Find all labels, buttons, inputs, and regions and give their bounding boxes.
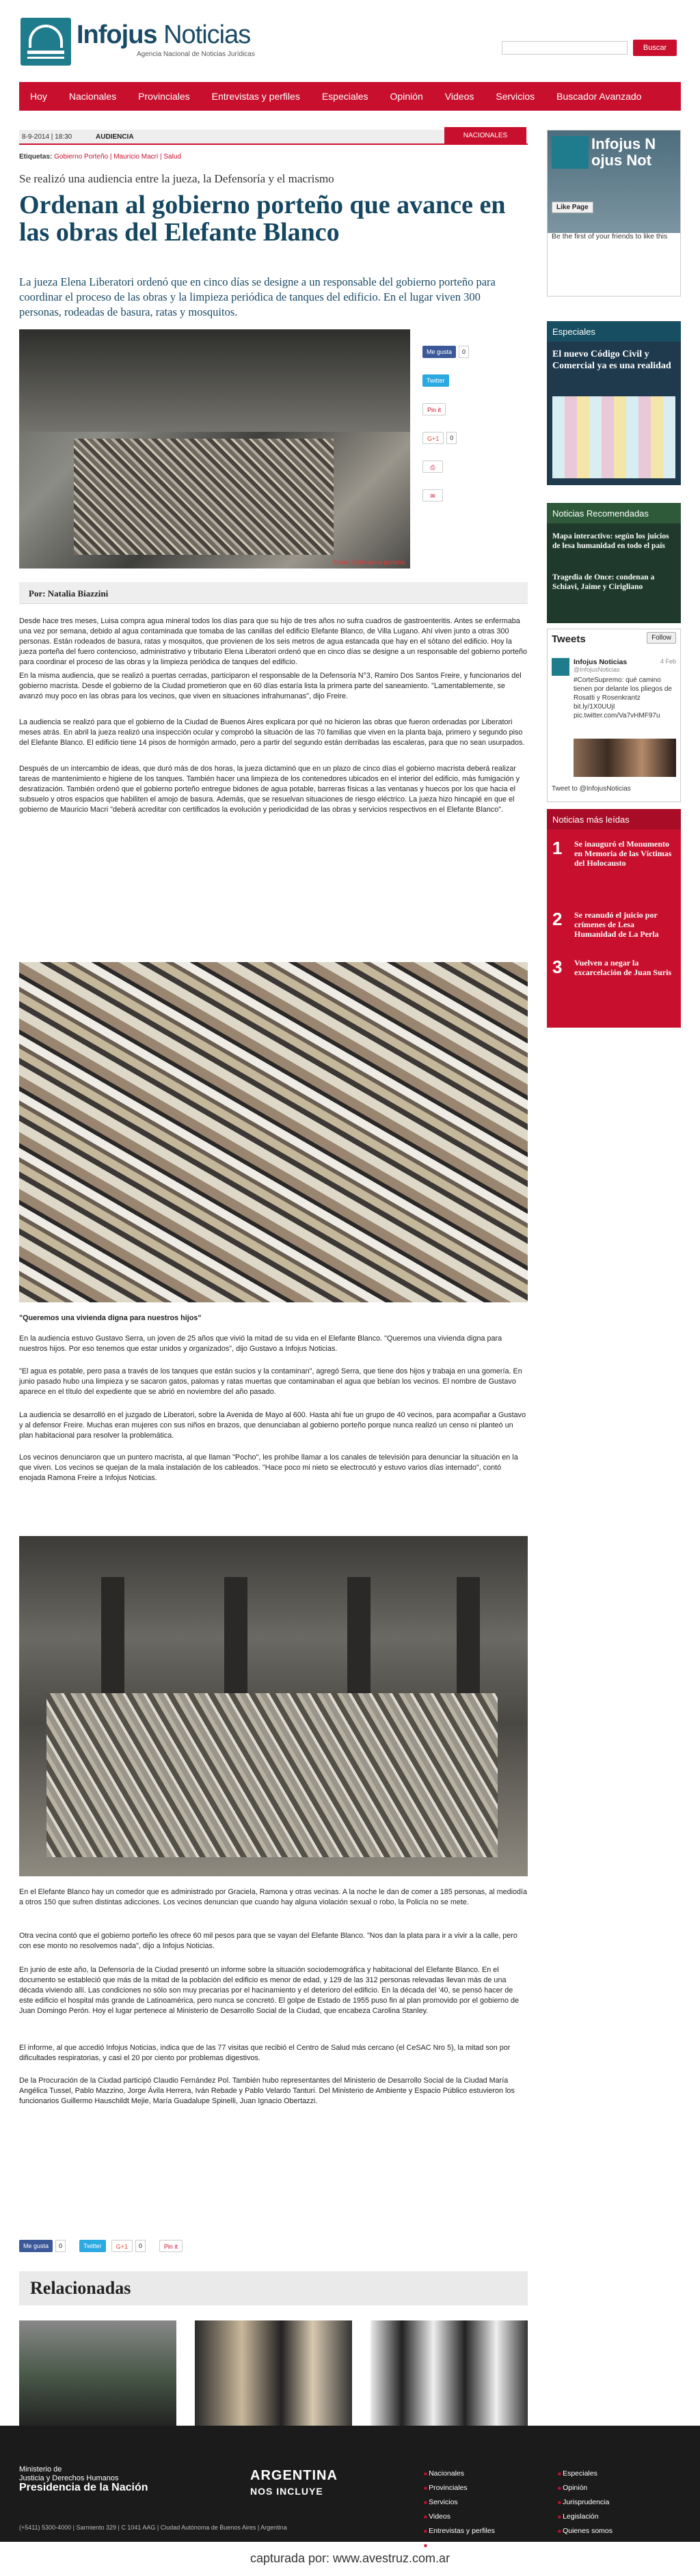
article-kicker: Se realizó una audiencia entre la jueza, la Defensoría y el macrismo (19, 172, 334, 185)
nav-item-nacionales[interactable]: Nacionales (68, 91, 117, 102)
capture-credit: capturada por: www.avestruz.com.ar (250, 2551, 450, 2565)
especiales-title: Especiales (547, 321, 681, 342)
nav-item-buscador[interactable]: Buscador Avanzado (556, 91, 642, 102)
paragraph: Otra vecina contó que el gobierno porteño les ofrece 60 mil pesos para que se vayan del Elefante Blanco. "Nos dan la plata para ir a vivir a la calle, pero con ese monto no resolvemos nada", dijo a Infojus Noticias. (19, 1932, 517, 1950)
paragraph: En la audiencia estuvo Gustavo Serra, un joven de 25 años que vivió la mitad de su vida en el Elefante Blanco. "Queremos una vivienda digna para nuestros hijos. Por eso tenemos que estar unidos y organizados", dijo Gustavo a Infojus Noticias. (19, 1334, 502, 1353)
paragraph: En la misma audiencia, que se realizó a puertas cerradas, participaron el responsable de la Defensoría N°3, Ramiro Dos Santos Freire, y funcionarios del gobierno macrista. Desde el gobierno de la Ciudad prometieron que en 60 días estaría lista la primera parte del saneamiento. "Lamentablemente, se avanzó muy poco en las obras para los vecinos, que viven en situaciones infrahumanas", dijo Freire. (19, 672, 522, 700)
footer-link[interactable]: ■ Nacionales (424, 2467, 495, 2481)
facebook-like-button[interactable]: Me gusta (422, 346, 456, 358)
nav-item-entrevistas[interactable]: Entrevistas y perfiles (211, 91, 300, 102)
recommended-title: Noticias Recomendadas (547, 503, 681, 523)
recommended-item[interactable]: Mapa interactivo: según los juicios de lesa humanidad en todo el país (552, 532, 669, 550)
footer-link[interactable]: ■ Especiales (558, 2467, 612, 2481)
tweet-handle[interactable]: @InfojusNoticias (574, 666, 620, 673)
article-headline: Ordenan al gobierno porteño que avance en las obras del Elefante Blanco (19, 191, 506, 247)
article-lead: La jueza Elena Liberatori ordenó que en cinco días se designe a un responsable del gobierno porteño para coordinar el proceso de las obras y la limpieza periódica de tanques del edificio. En el lugar viven 300 personas, rodeadas de basura, ratas y mosquitos. (19, 275, 496, 318)
paragraph: La audiencia se desarrolló en el juzgado de Liberatori, sobre la Avenida de Mayo al 600. Hasta ahí fue un grupo de 40 vecinos, para acompañar a Gustavo y al defensor Freire. Muchas eran mujeres con sus niños en brazos, que denunciaban al gobierno porteño porque nunca realizó un censo ni planteó un plan habitacional para resolver la problemática. (19, 1411, 526, 1440)
recommended-box (547, 503, 681, 623)
brand-title[interactable]: Infojus Noticias (77, 20, 251, 49)
nav-item-especiales[interactable]: Especiales (321, 91, 368, 102)
related-title: Relacionadas (30, 2278, 131, 2298)
pinterest-button[interactable]: Pin it (159, 2240, 183, 2252)
like-page-button[interactable]: Like Page (552, 202, 593, 213)
paragraph: De la Procuración de la Ciudad participó Claudio Fernández Pol. También hubo representantes del Ministerio de Desarrollo Social de la Ciudad María Angélica Tussel, Pablo Mazzino, Jorge Ávila Herrera, Iván Rebade y Pablo Velardo Tanturi. Del Ministerio de Ambiente y Espacio Público estuvieron los funcionarios Guillermo Hauschildt Mejie, María Guadalupe Spinelli, Juan Ignacio Obertazzi. (19, 2077, 515, 2105)
facebook-like-count: 0 (459, 346, 469, 358)
paragraph: La audiencia se realizó para que el gobierno de la Ciudad de Buenos Aires explicara por qué no hicieron las obras que fueron ordenadas por Liberatori meses atrás. En abril la jueza realizó una inspección ocular y comprobó la situación de las 70 familias que viven en la planta baja, primero y segundo piso del Elefante Blanco. El edificio tiene 14 pisos de hormigón armado, pero a partir del segundo están derribadas las escaleras, para que no sean usurpados. (19, 718, 525, 747)
google-plus-count: 0 (446, 432, 457, 444)
related-header (19, 2271, 528, 2305)
tweet-to-link[interactable]: Tweet to @InfojusNoticias (552, 785, 631, 793)
paragraph: El informe, al que accedió Infojus Noticias, indica que de las 77 visitas que recibió el Centro de Salud más cercano (el CeSAC Nro 5), la mitad son por dificultades respiratorias, y casi el 20 por ciento por problemas digestivos. (19, 2044, 511, 2062)
nav-item-provinciales[interactable]: Provinciales (138, 91, 190, 102)
paragraph: Después de un intercambio de ideas, que duró más de dos horas, la jueza dictaminó que en un plazo de cinco días el gobierno macrista deberá realizar tareas de mantenimiento e higiene de los tanques. También hacer una limpieza de los contenedores ubicados en el interior del edificio, más fumigación y desratización. También ordenó que el gobierno porteño entregue bidones de agua potable, barreras físicas a las ventanas y huecos por los que hacia el subsuelo y otros espacios que habiliten el amojo de basura. Además, que se resuelvan situaciones de riesgo eléctrico. La jueza hizo hincapié en que el gobierno de Mauricio Macri "deberá acreditar con certificados la evolución y periodicidad de las obras y servicios respectivos en el Elefante Blanco". (19, 765, 520, 814)
search-input[interactable] (502, 41, 628, 55)
tweet-photo[interactable] (574, 739, 676, 777)
especiales-item[interactable]: El nuevo Código Civil y Comercial ya es una realidad (552, 349, 671, 371)
most-read-item[interactable]: Se inauguró el Monumento en Memoria de las Víctimas del Holocausto (574, 839, 672, 868)
email-icon[interactable]: ✉ (422, 489, 443, 502)
argentina-logo: ARGENTINA (250, 2468, 338, 2483)
facebook-page-widget (547, 130, 681, 297)
footer-link[interactable]: ■ Opinión (558, 2481, 612, 2495)
footer-link[interactable]: ■ Entrevistas y perfiles (424, 2524, 495, 2538)
article-date: 8-9-2014 | 18:30 (22, 133, 72, 141)
paragraph: "El agua es potable, pero pasa a través de los tanques que están sucios y la contaminan", agregó Serra, que tiene dos hijos y trabaja en una gomería. En junio pasado hubo una limpieza y se sacaron gatos, palomas y ratas muertas que contaminaban el agua que bebían los vecinos. El nombre de Gustavo aparece en el título del expediente que se abrió en noviembre del año pasado. (19, 1367, 522, 1396)
byline-bar (19, 582, 528, 604)
infojus-logo-icon (552, 136, 589, 169)
twitter-follow-button[interactable]: Follow (647, 632, 676, 644)
photo-credit: Fotos: Defensoría porteña (333, 559, 405, 566)
tweet-author[interactable]: Infojus Noticias (574, 658, 628, 666)
most-read-title: Noticias más leídas (547, 809, 681, 830)
recommended-item[interactable]: Tragedia de Once: condenan a Schiavi, Jaime y Cirigliano (552, 573, 655, 591)
article-main-photo (19, 329, 410, 568)
building-interior-photo (19, 1536, 528, 1876)
footer-links-col2 (558, 2467, 612, 2538)
tag-links[interactable]: Gobierno Porteño | Mauricio Macri | Salud (54, 153, 181, 161)
tweets-title: Tweets (552, 633, 586, 645)
facebook-banner[interactable]: Infojus N ojus Not Like Page (548, 131, 680, 233)
main-nav (19, 82, 681, 111)
footer-link[interactable]: ■ Provinciales (424, 2481, 495, 2495)
tweet-date: 4 Feb (660, 658, 676, 665)
pinterest-button[interactable]: Pin it (422, 403, 446, 415)
rank-number: 2 (552, 909, 563, 929)
infojus-logo-icon[interactable] (21, 18, 71, 66)
google-plus-count: 0 (135, 2240, 146, 2252)
paragraph: En el Elefante Blanco hay un comedor que es administrado por Graciela, Ramona y otras vecinas. A la noche le dan de comer a 185 personas, al mediodía a otros 150 que sufren distintas adicciones. Los vecinos denuncian que cuando hay alguna violación sexual o robo, la Policía no se mete. (19, 1888, 528, 1906)
article-section[interactable]: AUDIENCIA (96, 133, 134, 141)
rank-number: 3 (552, 957, 563, 977)
footer-link[interactable]: ■ Contacto (424, 2538, 495, 2553)
ministry-logo[interactable]: Ministerio de Justicia y Derechos Humanos Presidencia de la Nación (19, 2465, 148, 2493)
paragraph: Desde hace tres meses, Luisa compra agua mineral todos los días para que su hijo de tres años no sufra cuadros de gastroenteritis. Antes se enfermaba una vez por semana, debido al agua contaminada que tomaba de las canillas del edificio Elefante Blanco, de Villa Lugano. Ahí viven junto a otras 300 personas. Están rodeados de basura, ratas y mosquitos, que provienen de los seis metros de agua estancada que hay en el sótano del edificio. Hoy la jueza porteña del fuero contencioso, administrativo y tributario Elena Liberatori ordenó que en cinco días se designe a un responsable del gobierno porteño para coordinar el proceso de las obras y la limpieza periódica de tanques del edificio. (19, 617, 528, 666)
twitter-share-button[interactable]: Twitter (422, 374, 449, 387)
footer-link[interactable]: ■ Videos (424, 2510, 495, 2524)
twitter-share-button[interactable]: Twitter (79, 2240, 106, 2252)
site-header (0, 0, 700, 81)
paragraph: En junio de este año, la Defensoría de la Ciudad presentó un informe sobre la situación sociodemográfica y habitacional del Elefante Blanco. En el documento se estableció que más de la mitad de la población del edificio es menor de edad, y 129 de las 312 personas relevadas llevan más de una década viviendo allí. Las condiciones no sólo son muy precarias por el hacinamiento y el deterioro del edificio. En la década del '40, se pensó hacer de este edificio el hospital más grande de Latinoamérica, pero nunca se concretó. El golpe de Estado de 1955 puso fin al plan promovido por el gobierno de Juan Domingo Perón. Hoy el lugar pertenece al Ministerio de Desarrollo Social de la Ciudad, que encabeza Carolina Stanley. (19, 1966, 520, 2015)
footer-address: (+5411) 5300-4000 | Sarmiento 329 | C 1041 AAG | Ciudad Autónoma de Buenos Aires | Argentina (19, 2524, 287, 2531)
tweet-text: #CorteSupremo: qué camino tienen por delante los pliegos de Rosatti y Rosenkrantz bit.ly/1X0UUjI pic.twitter.com/Va7vHMF97u (574, 676, 672, 720)
google-plus-button[interactable]: G+1 (111, 2240, 133, 2252)
avatar[interactable] (552, 658, 569, 676)
brand-subtitle: Agencia Nacional de Noticias Jurídicas (137, 51, 255, 58)
footer-link[interactable]: ■ Jurisprudencia (558, 2495, 612, 2510)
nav-item-videos[interactable]: Videos (444, 91, 474, 102)
share-column (422, 346, 498, 518)
argentina-slogan: NOS INCLUYE (250, 2486, 323, 2497)
related-thumbnail[interactable] (19, 2320, 176, 2427)
google-plus-button[interactable]: G+1 (422, 432, 444, 444)
most-read-box (547, 809, 681, 1028)
facebook-like-count: 0 (55, 2240, 66, 2252)
article-tags: Etiquetas: Gobierno Porteño | Mauricio Macri | Salud (19, 153, 181, 161)
footer-link[interactable]: ■ Quienes somos (558, 2524, 612, 2538)
byline: Por: Natalia Biazzini (29, 588, 109, 599)
section-badge[interactable]: NACIONALES (444, 127, 526, 145)
twitter-widget (547, 629, 681, 802)
nav-item-servicios[interactable]: Servicios (496, 91, 535, 102)
paragraph: Los vecinos denunciaron que un puntero macrista, al que llaman "Pocho", les prohíbe llamar a los canales de televisión para denunciar la situación en la que viven. Los vecinos se quejan de la mala instalación de los cableados. "Hace poco mi nieto se electrocutó y estuvo varios días internado", contó enojada Ramona Freire a Infojus Noticias. (19, 1453, 518, 1482)
facebook-friends-text: Be the first of your friends to like this (552, 232, 668, 241)
especiales-box[interactable] (547, 321, 681, 485)
rank-number: 1 (552, 838, 563, 858)
footer-links-col1 (424, 2467, 495, 2553)
facebook-like-button[interactable]: Me gusta (19, 2240, 53, 2252)
bottom-share-bar (19, 2240, 183, 2269)
especiales-image[interactable] (552, 396, 675, 478)
nav-item-hoy[interactable]: Hoy (30, 91, 47, 102)
related-thumbnail[interactable] (371, 2320, 528, 2427)
subheading: "Queremos una vivienda digna para nuestros hijos" (19, 1314, 202, 1322)
most-read-item[interactable]: Se reanudó el juicio por crímenes de Lesa Humanidad de La Perla (574, 910, 659, 939)
related-thumbnail[interactable] (195, 2320, 352, 2427)
search-button[interactable]: Buscar (633, 40, 677, 56)
footer-link[interactable]: ■ Servicios (424, 2495, 495, 2510)
most-read-item[interactable]: Vuelven a negar la excarcelación de Juan Suris (574, 958, 672, 977)
garbage-photo (19, 962, 528, 1302)
nav-item-opinion[interactable]: Opinión (390, 91, 423, 102)
site-footer (0, 2426, 700, 2549)
footer-link[interactable]: ■ Legislación (558, 2510, 612, 2524)
print-icon[interactable]: ⎙ (422, 461, 443, 473)
